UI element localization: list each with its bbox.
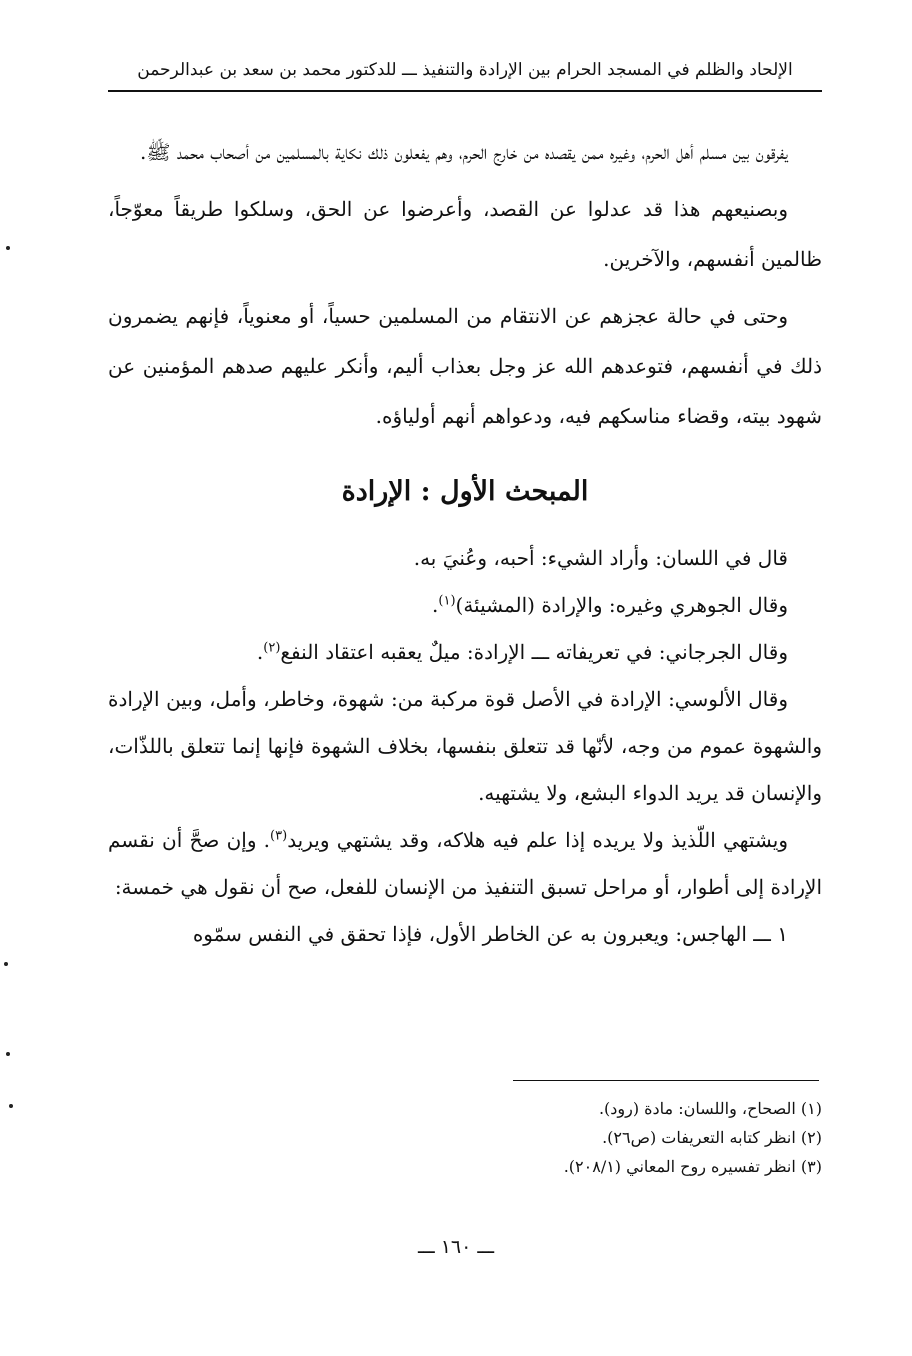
footnote-2: (٢) انظر كتابه التعريفات (ص٢٦). (602, 1128, 822, 1147)
scan-speck (4, 962, 8, 966)
jawhari-end: . (432, 593, 439, 617)
footnote-ref-2: (٢) (263, 640, 281, 656)
paragraph-stages (108, 817, 822, 911)
alusi-definition: وقال الألوسي: الإرادة في الأصل قوة مركبة من: شهوة، وخاطر، وأمل، وبين الإرادة والشهوة عموم من وجه، لأنّها قد تتعلق بنفسها، بخلاف الشهوة فإنها إنما تتعلق باللذّات، والإنسان قد يريد الدواء البشع، ولا يشتهيه. (108, 687, 822, 805)
footnotes (420, 1094, 822, 1181)
jurjani-text: وقال الجرجاني: في تعريفاته ـــ الإرادة: ميلٌ يعقبه اعتقاد النفع (280, 640, 788, 664)
jawhari-definition (108, 582, 822, 629)
footnote-1: (١) الصحاح، واللسان: مادة (رود). (598, 1099, 822, 1118)
paragraph-1: يفرقون بين مسلم أهل الحرم، وغيره ممن يقصده من خارج الحرم، وهم يفعلون ذلك نكاية بالمسلمين من أصحاب محمد ﷺ. (140, 140, 788, 164)
body-text (108, 127, 822, 958)
footnote-3: (٣) انظر تفسيره روح المعاني (٢٠٨/١). (563, 1157, 822, 1176)
scan-speck (6, 1052, 10, 1056)
jurjani-definition (108, 629, 822, 676)
jurjani-end: . (256, 640, 264, 664)
running-header: الإلحاد والظلم في المسجد الحرام بين الإرادة والتنفيذ ـــ للدكتور محمد بن سعد بن عبدالرحمن (137, 60, 793, 80)
scan-speck (9, 1104, 13, 1108)
footnote-ref-1: (١) (438, 593, 456, 609)
section-title: المبحث الأول : الإرادة (341, 476, 589, 507)
paragraph-2: وبصنيعهم هذا قد عدلوا عن القصد، وأعرضوا عن الحق، وسلكوا طريقاً معوّجاً، ظالمين أنفسهم، والآخرين. (108, 197, 822, 271)
stage-1-hajis: ١ ـــ الهاجس: ويعبرون به عن الخاطر الأول، فإذا تحقق في النفس سمّوه (192, 922, 788, 946)
footnote-rule (513, 1080, 819, 1081)
jawhari-text: وقال الجوهري وغيره: والإرادة (المشيئة) (455, 593, 788, 617)
footnote-ref-3: (٣) (270, 828, 288, 844)
stages-text: ويشتهي اللّذيذ ولا يريده إذا علم فيه هلاكه، وقد يشتهي ويريد (287, 828, 788, 852)
lisan-definition: قال في اللسان: وأراد الشيء: أحبه، وعُنيَ به. (413, 546, 788, 570)
paragraph-3: وحتى في حالة عجزهم عن الانتقام من المسلمين حسياً، أو معنوياً، فإنهم يضمرون ذلك في أنفسهم، فتوعدهم الله عز وجل بعذاب أليم، وأنكر عليهم صدهم المؤمنين عن شهود بيته، وقضاء مناسكهم فيه، ودعواهم أنهم أولياؤه. (108, 304, 822, 428)
scan-speck (6, 246, 10, 250)
stages-end: . وإن صحَّ أن نقسم الإرادة إلى أطوار، أو مراحل تسبق التنفيذ من الإنسان للفعل، صح أن نقول هي خمسة: (108, 828, 822, 899)
header-rule (108, 90, 822, 92)
page-number: ـــ ١٦٠ ـــ (417, 1236, 495, 1258)
